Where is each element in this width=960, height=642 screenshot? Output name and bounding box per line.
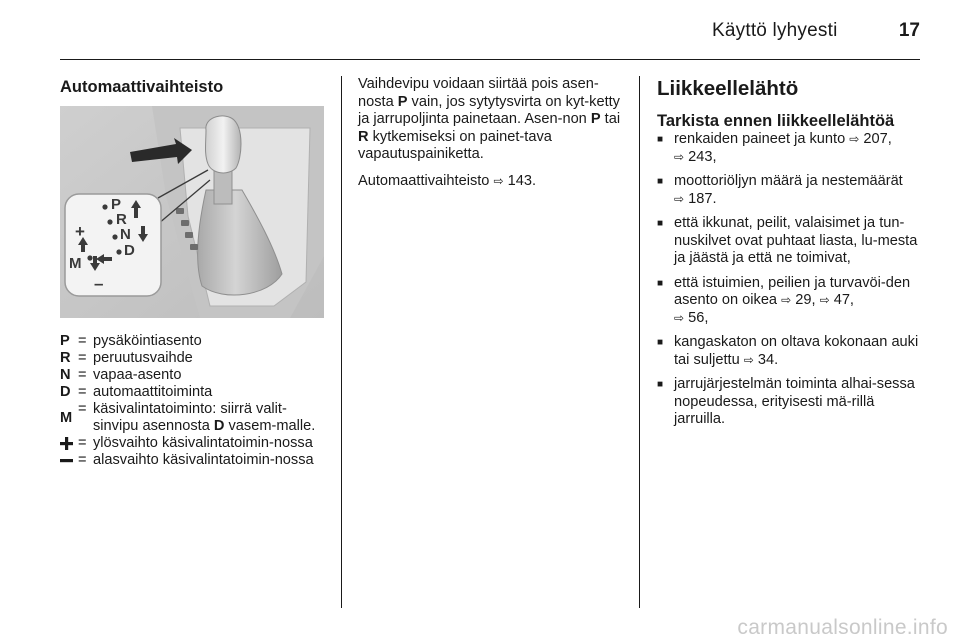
page-reference-arrow-icon: ⇨ bbox=[743, 352, 754, 367]
legend-equals: = bbox=[78, 435, 87, 451]
page-reference-arrow-icon: ⇨ bbox=[849, 132, 860, 146]
list-item bbox=[657, 334, 925, 369]
legend-text: automaattitoiminta bbox=[93, 384, 213, 400]
gate-label-n: N bbox=[120, 226, 131, 243]
gate-label-plus: + bbox=[75, 222, 85, 241]
bullet-text: kangaskaton on oltava kokonaan auki tai suljettu ⇨ 34. bbox=[674, 334, 919, 368]
list-item bbox=[657, 275, 925, 328]
cross-reference-paragraph: Automaattivaihteisto ⇨ 143. bbox=[358, 172, 537, 189]
gate-label-m: M bbox=[69, 255, 82, 272]
legend-text: pysäköintiasento bbox=[93, 333, 202, 349]
page-number: 17 bbox=[898, 20, 920, 41]
legend-row-m bbox=[60, 401, 332, 435]
selector-knob bbox=[206, 116, 242, 173]
page-reference-arrow-icon: ⇨ bbox=[819, 293, 830, 307]
list-item bbox=[657, 131, 925, 166]
right-column bbox=[657, 76, 925, 436]
legend-row-p bbox=[60, 333, 332, 350]
middle-column bbox=[358, 76, 628, 199]
legend-equals: = bbox=[78, 401, 87, 417]
section-title-automatic-transmission: Automaattivaihteisto bbox=[60, 78, 224, 96]
legend-key: P bbox=[60, 333, 70, 349]
column-divider-left bbox=[341, 76, 342, 608]
legend-row-d bbox=[60, 384, 332, 401]
legend-key: N bbox=[60, 367, 71, 383]
list-item bbox=[657, 376, 925, 429]
legend-equals: = bbox=[78, 452, 87, 468]
page-header-title: Käyttö lyhyesti bbox=[712, 20, 838, 41]
watermark: carmanualsonline.info bbox=[737, 616, 948, 639]
gate-label-p: P bbox=[111, 196, 122, 213]
bullet-text: jarrujärjestelmän toiminta alhai-sessa nopeudessa, erityisesti mä-rillä jarruilla. bbox=[674, 376, 915, 427]
list-item bbox=[657, 215, 925, 268]
legend-equals: = bbox=[78, 384, 87, 400]
page-reference[interactable]: 47, bbox=[833, 292, 854, 308]
checklist bbox=[657, 131, 925, 429]
legend-text: käsivalintatoiminto: siirrä valit-sinvipu asennosta D vasem-malle. bbox=[93, 401, 316, 434]
page-reference-arrow-icon: ⇨ bbox=[674, 310, 685, 325]
legend-key: R bbox=[60, 350, 71, 366]
bullet-square-icon: ■ bbox=[657, 277, 664, 289]
legend-row-r bbox=[60, 350, 332, 367]
legend-text: vapaa-asento bbox=[93, 367, 182, 383]
page-reference[interactable]: 243, bbox=[688, 148, 717, 165]
gear-legend bbox=[60, 333, 332, 469]
gear-selector-illustration bbox=[60, 106, 324, 318]
legend-row-plus bbox=[60, 435, 332, 452]
subsection-title-checks: Tarkista ennen liikkeellelähtöä bbox=[657, 112, 895, 130]
legend-row-n bbox=[60, 367, 332, 384]
legend-key: D bbox=[60, 384, 71, 400]
bullet-square-icon: ■ bbox=[657, 218, 664, 229]
minus-icon bbox=[60, 452, 78, 469]
gate-label-r: R bbox=[116, 211, 127, 228]
gate-label-d: D bbox=[124, 242, 135, 259]
column-divider-right bbox=[639, 76, 640, 608]
legend-key: M bbox=[60, 409, 73, 426]
gate-label-minus: – bbox=[94, 274, 104, 293]
bullet-square-icon: ■ bbox=[657, 337, 664, 348]
legend-text: alasvaihto käsivalintatoimin-nossa bbox=[93, 452, 314, 468]
page-reference[interactable]: 187. bbox=[688, 190, 717, 207]
bullet-text: renkaiden paineet ja kunto ⇨ 207, ⇨ 243, bbox=[674, 131, 892, 165]
page-reference-arrow-icon: ⇨ bbox=[674, 191, 685, 206]
legend-equals: = bbox=[78, 367, 87, 383]
page-reference-arrow-icon: ⇨ bbox=[674, 149, 685, 164]
section-title-starting-off: Liikkeellelähtö bbox=[657, 77, 799, 100]
legend-text: peruutusvaihde bbox=[93, 350, 193, 366]
legend-equals: = bbox=[78, 333, 87, 349]
bullet-square-icon: ■ bbox=[657, 379, 664, 390]
plus-icon bbox=[60, 435, 78, 452]
bullet-text: että ikkunat, peilit, valaisimet ja tun-nuskilvet ovat puhtaat liasta, lu-mesta ja jäästä ja että ne toimivat, bbox=[674, 215, 918, 266]
page-reference[interactable]: 207, bbox=[863, 131, 892, 147]
bullet-square-icon: ■ bbox=[657, 134, 664, 145]
bullet-text: että istuimien, peilien ja turvavöi-den asento on oikea ⇨ 29, ⇨ 47, ⇨ 56, bbox=[674, 274, 911, 326]
shift-lever-paragraph: Vaihdevipu voidaan siirtää pois asen-nosta P vain, jos sytytysvirta on kyt-ketty ja jarrupoljinta painetaan. Asen-non P tai R kytkemiseksi on painet-tava vapautuspainiketta. bbox=[358, 76, 621, 162]
page-reference-arrow-icon: ⇨ bbox=[781, 293, 792, 307]
page-reference[interactable]: 29, bbox=[795, 292, 820, 308]
page-reference[interactable]: 56, bbox=[688, 309, 709, 326]
bullet-text: moottoriöljyn määrä ja nestemäärät ⇨ 187. bbox=[674, 173, 903, 207]
page-reference[interactable]: 34. bbox=[757, 351, 779, 368]
list-item bbox=[657, 173, 925, 208]
page-reference-arrow-icon: ⇨ bbox=[493, 173, 504, 188]
legend-row-minus bbox=[60, 452, 332, 469]
legend-text: ylösvaihto käsivalintatoimin-nossa bbox=[93, 435, 313, 451]
bullet-square-icon: ■ bbox=[657, 176, 664, 187]
page-reference[interactable]: 143. bbox=[507, 172, 537, 189]
legend-equals: = bbox=[78, 350, 87, 366]
header-rule bbox=[60, 59, 920, 60]
